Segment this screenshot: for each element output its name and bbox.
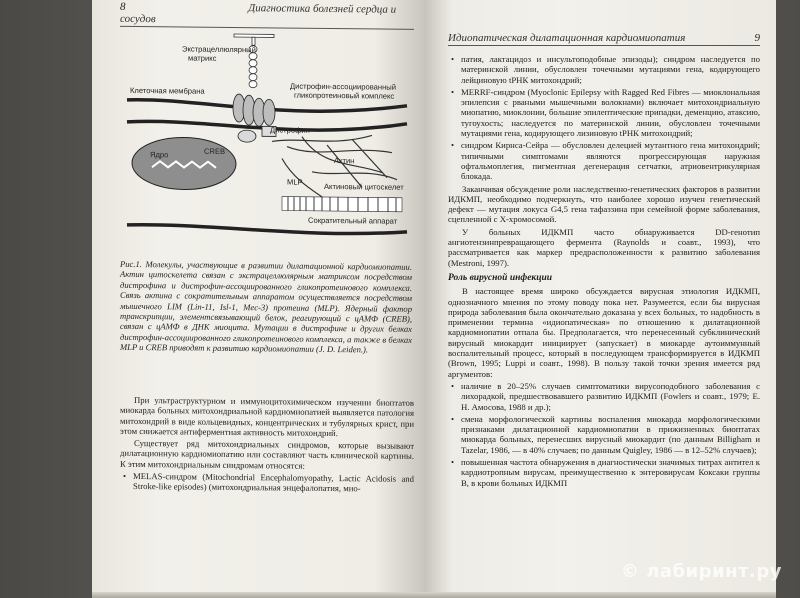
right-bullet: • синдром Кирнса-Сейра — обусловлен делецией мутантного гена митохондрий; типичными симптомами являются прогрессирующая наружная офтальмоплегия, пигментная дегенерация сетчатки, атриовентрикулярная блокада. bbox=[448, 140, 760, 181]
nucleus-shape bbox=[132, 137, 236, 190]
label-dag-complex: Дистрофин-ассоциированный bbox=[290, 81, 396, 92]
label-contractile: Сократительный аппарат bbox=[308, 215, 398, 226]
right-paragraph: У больных ИДКМП часто обнаруживается DD-генотип ангиотензинпревращающего фермента (Raynolds и соавт., 1993), что рассматривается как маркер предрасположенности к развитию заболевания (Mestroni, 1997). bbox=[448, 226, 760, 268]
label-creb: CREB bbox=[204, 146, 226, 156]
label-nucleus: Ядро bbox=[150, 150, 169, 160]
label-actin-cytoskeleton: Актиновый цитоскелет bbox=[324, 181, 404, 192]
molecular-figure bbox=[122, 25, 412, 246]
left-running-header: Диагностика болезней сердца и сосудов bbox=[120, 2, 397, 26]
right-continuation: • патия, лактацидоз и инсультоподобные эпизоды); синдром наследуется по материнской линии, обусловлен точечными мутациями гена, кодирующего лейциновую tРНК митохондрий; bbox=[448, 54, 760, 85]
left-page-number: 8 bbox=[120, 0, 126, 13]
lower-membrane-line bbox=[127, 224, 407, 234]
left-bullet: • MELAS-синдром (Mitochondrial Encephalomyopathy, Lactic Acidosis and Stroke-like episodes) (митохондриальная энцефалопатия, мио- bbox=[120, 471, 414, 495]
left-paragraph: При ультраструктурном и иммуноцитохимическом изучении биоптатов миокарда больных митохондриальной кардиомиопатией выявляется патология митохондрий в виде кольцевидных, концентрических и тубулярных крист, при этом снижается антиферментная активность митохондрий. bbox=[120, 394, 414, 438]
contractile-apparatus bbox=[282, 197, 402, 212]
right-paragraph: Заканчивая обсуждение роли наследственно-генетических факторов в развитии ИДКМП, необходимо подчеркнуть, что наиболее хорошо изучен генетический дефект — мутация локуса G4,5 гена тафаззина при семейной форме заболевания, сцепленной с X-хромосомой. bbox=[448, 183, 760, 225]
page-stack-edge bbox=[92, 592, 776, 598]
right-bullet: • смена морфологической картины воспаления миокарда морфологическими признаками дилатационной кардиомиопатии в прижизненных биоптатах миокарда больных, перенесших вирусный миокардит (по данным Billigham и Tazelar, 1986, — в 40% случаев; по данным Quigley, 1986 — в 12–52% случаев); bbox=[448, 414, 760, 455]
right-bullet: • повышенная частота обнаружения в диагностически значимых титрах антител к кардиотропным вирусам, преимущественно к энтеровирусам Коксаки группы В, в крови больных ИДКМП bbox=[448, 457, 760, 488]
extracellular-chain bbox=[234, 34, 274, 88]
right-paragraph: В настоящее время широко обсуждается вирусная этиология ИДКМП, однозначного мнения по этому поводу пока нет. Разумеется, если бы вирусная природа заболевания была окончательно доказана у всех больных, то надобность в применении термина «идиопатическая» по отношению к дилатационной кардиомиопатии отпала бы. Предполагается, что перенесенный субклинический вирусный миокардит инициирует (запускает) в миокарде аутоиммунный воспалительный процесс, который в последующем трансформируется в ИДКМП (Brown, 1995; Luppi и соавт., 1998). В пользу такой точки зрения имеется ряд аргументов: bbox=[448, 286, 760, 379]
label-mlp: MLP bbox=[287, 177, 303, 187]
right-page bbox=[424, 0, 776, 598]
right-running-header: Идиопатическая дилатационная кардиомиопатия bbox=[448, 32, 686, 44]
label-extracellular: Экстрацеллюлярный bbox=[182, 44, 256, 55]
label-actin: Актин bbox=[334, 156, 355, 166]
label-dystrophin: Дистрофин bbox=[270, 125, 310, 135]
right-bullet: • MERRF-синдром (Myoclonic Epilepsy with Ragged Red Fibres — миоклональная эпилепсия с рваными мышечными волокнами) включает митохондриальную миопатию, миоклонии, большие эпилептические припадки, деменцию, атаксию, тугоухость; наследуется по материнской линии, обусловлен точечными мутациями гена, кодирующего лизиновую tРНК митохондрий; bbox=[448, 87, 760, 138]
right-header bbox=[448, 32, 760, 46]
right-bullet: • наличие в 20–25% случаев симптоматики вирусоподобного заболевания с лихорадкой, предшествовавшего развитию ИДКМП (Fowlers и соавт., 1979; Е. Н. Амосова, 1988 и др.); bbox=[448, 381, 760, 412]
label-dag-complex-2: гликопротеиновый комплекс bbox=[294, 90, 395, 101]
label-membrane: Клеточная мембрана bbox=[130, 85, 205, 96]
right-body bbox=[448, 54, 760, 490]
left-body bbox=[120, 395, 414, 497]
watermark: © лабиринт.ру bbox=[620, 561, 782, 582]
left-paragraph: Существует ряд митохондриальных синдромов, которые вызывают дилатационную кардиомиопатию или составляют часть клинической картины. К этим митохондриальным синдромам относятся: bbox=[120, 438, 414, 471]
glycoprotein-complex bbox=[233, 94, 276, 142]
label-extracellular-2: матрикс bbox=[188, 53, 217, 63]
right-page-number: 9 bbox=[754, 32, 760, 44]
section-title: Роль вирусной инфекции bbox=[448, 272, 553, 283]
left-page bbox=[92, 0, 424, 598]
figure-caption: Рис.1. Молекулы, участвующие в развитии дилатационной кардиомиопатии. Актин цитоскелета связан с экстрацеллюлярным матриксом посредством дистрофина и дистрофин-ассоциированного гликопротеинового комплекса. Связь актина с сократительным аппаратом осуществляется посредством мышечного LIM (Lin-11, Isl-1, Mec-3) протеина (MLP). Ядерный фактор транскрипции, элементсвязывающий белок, реагирующий с цАМФ (CREB), связан с цАМФ в ДНК миоцита. Мутации в дистрофине и других белках дистрофин-ассоциированного гликопротеинового комплекса, а также в белках MLP и CREB приводят к развитию кардиомиопатии (J. D. Leiden.). bbox=[120, 258, 412, 355]
